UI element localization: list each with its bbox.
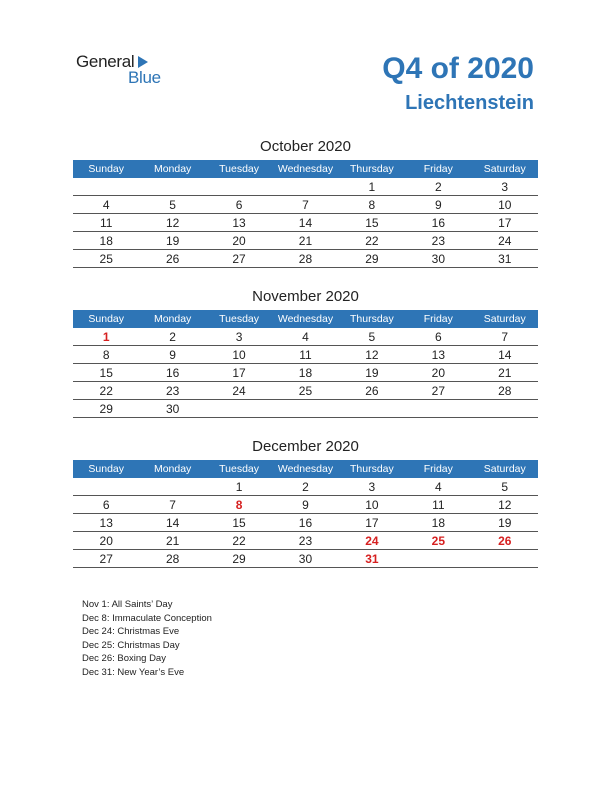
day-cell: 23 xyxy=(272,532,338,550)
month-title: October 2020 xyxy=(260,138,351,155)
weekday-header: Monday xyxy=(139,310,205,328)
day-cell: 10 xyxy=(472,196,538,214)
empty-cell xyxy=(73,478,139,496)
weekday-header: Wednesday xyxy=(272,160,338,178)
day-cell: 9 xyxy=(405,196,471,214)
day-cell: 20 xyxy=(405,364,471,382)
day-cell: 25 xyxy=(272,382,338,400)
weekday-header: Tuesday xyxy=(206,160,272,178)
day-cell: 6 xyxy=(206,196,272,214)
day-cell: 12 xyxy=(472,496,538,514)
day-cell: 30 xyxy=(139,400,205,418)
weekday-header: Friday xyxy=(405,460,471,478)
day-cell: 6 xyxy=(73,496,139,514)
day-cell: 28 xyxy=(272,250,338,268)
day-cell: 27 xyxy=(73,550,139,568)
day-cell: 12 xyxy=(139,214,205,232)
holiday-note: Dec 26: Boxing Day xyxy=(82,653,166,665)
day-cell: 3 xyxy=(339,478,405,496)
day-cell: 25 xyxy=(73,250,139,268)
day-cell: 3 xyxy=(472,178,538,196)
day-cell: 12 xyxy=(339,346,405,364)
day-cell: 16 xyxy=(405,214,471,232)
day-cell: 2 xyxy=(272,478,338,496)
day-cell: 14 xyxy=(472,346,538,364)
weekday-header: Sunday xyxy=(73,160,139,178)
generalblue-logo xyxy=(76,52,186,92)
day-cell: 1 xyxy=(339,178,405,196)
day-cell: 26 xyxy=(472,532,538,550)
week-row xyxy=(73,196,538,214)
holiday-note: Dec 25: Christmas Day xyxy=(82,639,180,651)
week-row xyxy=(73,496,538,514)
week-row xyxy=(73,250,538,268)
day-cell: 11 xyxy=(405,496,471,514)
day-cell: 27 xyxy=(405,382,471,400)
day-cell: 23 xyxy=(139,382,205,400)
weekday-header: Thursday xyxy=(339,310,405,328)
empty-cell xyxy=(405,550,471,568)
empty-cell xyxy=(73,178,139,196)
day-cell: 13 xyxy=(206,214,272,232)
day-cell: 8 xyxy=(339,196,405,214)
day-cell: 29 xyxy=(73,400,139,418)
empty-cell xyxy=(272,178,338,196)
day-cell: 18 xyxy=(272,364,338,382)
day-cell: 13 xyxy=(405,346,471,364)
day-cell: 9 xyxy=(272,496,338,514)
day-cell: 4 xyxy=(405,478,471,496)
logo-blue-text: Blue xyxy=(128,68,161,87)
week-row xyxy=(73,346,538,364)
calendar-table xyxy=(73,460,538,568)
holiday-notes xyxy=(82,598,212,680)
day-cell: 26 xyxy=(139,250,205,268)
week-row xyxy=(73,550,538,568)
day-cell: 2 xyxy=(139,328,205,346)
weekday-header: Friday xyxy=(405,160,471,178)
day-cell: 5 xyxy=(139,196,205,214)
day-cell: 15 xyxy=(339,214,405,232)
week-row xyxy=(73,400,538,418)
day-cell: 29 xyxy=(206,550,272,568)
day-cell: 8 xyxy=(206,496,272,514)
day-cell: 30 xyxy=(405,250,471,268)
day-cell: 4 xyxy=(73,196,139,214)
day-cell: 2 xyxy=(405,178,471,196)
weekday-header: Saturday xyxy=(472,460,538,478)
weekday-header: Tuesday xyxy=(206,310,272,328)
day-cell: 24 xyxy=(472,232,538,250)
day-cell: 3 xyxy=(206,328,272,346)
day-cell: 17 xyxy=(339,514,405,532)
empty-cell xyxy=(405,400,471,418)
day-cell: 29 xyxy=(339,250,405,268)
day-cell: 8 xyxy=(73,346,139,364)
day-cell: 18 xyxy=(73,232,139,250)
empty-cell xyxy=(272,400,338,418)
calendar-table xyxy=(73,310,538,418)
week-row xyxy=(73,328,538,346)
empty-cell xyxy=(206,178,272,196)
empty-cell xyxy=(206,400,272,418)
page-title: Q4 of 2020 xyxy=(382,52,534,85)
day-cell: 19 xyxy=(472,514,538,532)
day-cell: 15 xyxy=(73,364,139,382)
month-october xyxy=(73,138,538,268)
day-cell: 20 xyxy=(73,532,139,550)
day-cell: 28 xyxy=(139,550,205,568)
day-cell: 11 xyxy=(272,346,338,364)
day-cell: 21 xyxy=(272,232,338,250)
weekday-header: Thursday xyxy=(339,160,405,178)
day-cell: 23 xyxy=(405,232,471,250)
day-cell: 6 xyxy=(405,328,471,346)
day-cell: 21 xyxy=(472,364,538,382)
day-cell: 18 xyxy=(405,514,471,532)
day-cell: 14 xyxy=(139,514,205,532)
holiday-note: Nov 1: All Saints’ Day xyxy=(82,599,173,610)
day-cell: 19 xyxy=(139,232,205,250)
empty-cell xyxy=(139,478,205,496)
day-cell: 1 xyxy=(73,328,139,346)
empty-cell xyxy=(472,400,538,418)
empty-cell xyxy=(139,178,205,196)
day-cell: 31 xyxy=(472,250,538,268)
day-cell: 7 xyxy=(139,496,205,514)
day-cell: 4 xyxy=(272,328,338,346)
weekday-header: Friday xyxy=(405,310,471,328)
day-cell: 17 xyxy=(472,214,538,232)
week-row xyxy=(73,382,538,400)
month-december xyxy=(73,438,538,568)
day-cell: 24 xyxy=(206,382,272,400)
week-row xyxy=(73,478,538,496)
day-cell: 30 xyxy=(272,550,338,568)
month-title: December 2020 xyxy=(252,438,359,455)
week-row xyxy=(73,178,538,196)
day-cell: 28 xyxy=(472,382,538,400)
day-cell: 13 xyxy=(73,514,139,532)
week-row xyxy=(73,532,538,550)
month-title: November 2020 xyxy=(252,288,359,305)
country-name: Liechtenstein xyxy=(405,92,534,114)
weekday-header: Sunday xyxy=(73,460,139,478)
day-cell: 25 xyxy=(405,532,471,550)
logo-general-text: General xyxy=(76,52,135,71)
holiday-note: Dec 31: New Year’s Eve xyxy=(82,666,185,678)
day-cell: 31 xyxy=(339,550,405,568)
week-row xyxy=(73,364,538,382)
weekday-header: Wednesday xyxy=(272,460,338,478)
week-row xyxy=(73,214,538,232)
day-cell: 26 xyxy=(339,382,405,400)
day-cell: 11 xyxy=(73,214,139,232)
empty-cell xyxy=(339,400,405,418)
day-cell: 20 xyxy=(206,232,272,250)
weekday-header: Saturday xyxy=(472,160,538,178)
weekday-header: Monday xyxy=(139,160,205,178)
day-cell: 16 xyxy=(272,514,338,532)
day-cell: 5 xyxy=(339,328,405,346)
day-cell: 21 xyxy=(139,532,205,550)
week-row xyxy=(73,232,538,250)
day-cell: 22 xyxy=(206,532,272,550)
holiday-note: Dec 8: Immaculate Conception xyxy=(82,612,212,624)
day-cell: 24 xyxy=(339,532,405,550)
weekday-header: Saturday xyxy=(472,310,538,328)
day-cell: 19 xyxy=(339,364,405,382)
day-cell: 22 xyxy=(73,382,139,400)
weekday-header: Wednesday xyxy=(272,310,338,328)
empty-cell xyxy=(472,550,538,568)
day-cell: 27 xyxy=(206,250,272,268)
day-cell: 16 xyxy=(139,364,205,382)
weekday-header: Monday xyxy=(139,460,205,478)
day-cell: 22 xyxy=(339,232,405,250)
day-cell: 1 xyxy=(206,478,272,496)
day-cell: 17 xyxy=(206,364,272,382)
week-row xyxy=(73,514,538,532)
day-cell: 14 xyxy=(272,214,338,232)
weekday-header: Thursday xyxy=(339,460,405,478)
calendar-table xyxy=(73,160,538,268)
day-cell: 5 xyxy=(472,478,538,496)
day-cell: 7 xyxy=(272,196,338,214)
month-november xyxy=(73,288,538,418)
day-cell: 9 xyxy=(139,346,205,364)
day-cell: 7 xyxy=(472,328,538,346)
day-cell: 10 xyxy=(206,346,272,364)
weekday-header: Tuesday xyxy=(206,460,272,478)
weekday-header: Sunday xyxy=(73,310,139,328)
day-cell: 10 xyxy=(339,496,405,514)
day-cell: 15 xyxy=(206,514,272,532)
logo-flag-icon xyxy=(138,56,148,68)
holiday-note: Dec 24: Christmas Eve xyxy=(82,626,180,638)
